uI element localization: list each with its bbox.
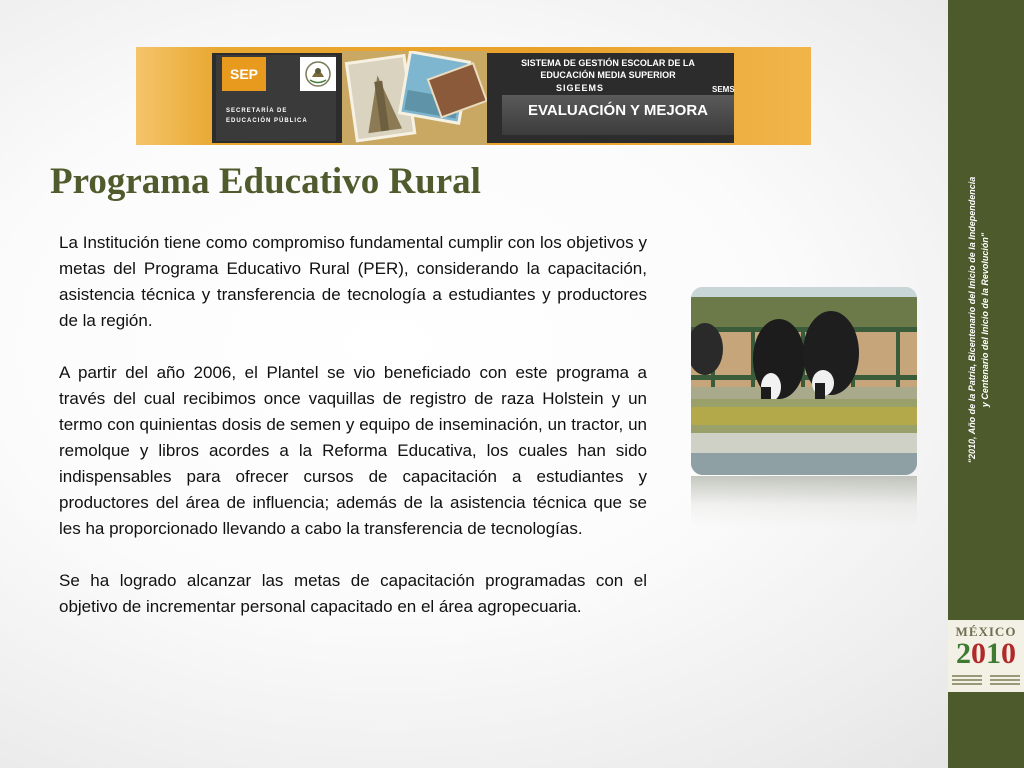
sidebar-quote-text bbox=[966, 140, 992, 500]
sidebar-quote bbox=[959, 140, 999, 500]
cows-photo bbox=[691, 287, 917, 475]
system-title-line1: SISTEMA DE GESTIÓN ESCOLAR DE LA bbox=[521, 58, 695, 68]
logo-year-digit-3: 1 bbox=[986, 637, 1001, 670]
sidebar-quote-line2: y Centenario del Inicio de la Revolución" bbox=[980, 232, 990, 408]
logo-year-digit-1: 2 bbox=[956, 637, 971, 670]
mexico-2010-logo bbox=[948, 620, 1024, 692]
sep-subtitle-line2: EDUCACIÓN PÚBLICA bbox=[226, 118, 308, 124]
paragraph-3: Se ha logrado alcanzar las metas de capacitación programadas con el objetivo de incrementar personal capacitado en el área agropecuaria. bbox=[59, 571, 647, 616]
paragraph-2: A partir del año 2006, el Plantel se vio beneficiado con este programa a través del cual recibimos once vaquillas de registro de raza Holstein y un termo con quinientas dosis de semen y equipo de inseminación, un tractor, un remolque y libros acordes a la Reforma Educativa, los cuales han sido indispensables para ofrecer cursos de capacitación a estudiantes y productores del área de influencia; además de la asistencia técnica que se les ha proporcionado llevando a cabo la transferencia de tecnologías. bbox=[59, 363, 647, 538]
logo-subtext-right bbox=[990, 675, 1020, 687]
cows-photo-reflection bbox=[691, 476, 917, 528]
body-text bbox=[59, 230, 647, 620]
mexico-seal-icon bbox=[300, 57, 336, 91]
mexico-2010-logo-word: MÉXICO bbox=[955, 624, 1017, 639]
sep-subtitle bbox=[226, 106, 336, 126]
system-acronym: SIGEEMS bbox=[556, 83, 605, 93]
header-photo-collage bbox=[342, 51, 487, 145]
page-title: Programa Educativo Rural bbox=[50, 161, 481, 202]
logo-year-digit-4: 0 bbox=[1001, 637, 1016, 670]
sems-tag: SEMS bbox=[712, 85, 735, 94]
logo-year-digit-2: 0 bbox=[971, 637, 986, 670]
logo-subtext-left bbox=[952, 675, 982, 687]
sidebar-quote-line1: "2010, Año de la Patria, Bicentenario del Inicio de la Independencia bbox=[967, 176, 977, 464]
cows-photo-illustration bbox=[691, 287, 917, 475]
sep-subtitle-line1: SECRETARÍA DE bbox=[226, 108, 288, 114]
sep-logo: SEP bbox=[222, 57, 266, 91]
evaluation-label: EVALUACIÓN Y MEJORA bbox=[527, 102, 709, 119]
system-title-line2: EDUCACIÓN MEDIA SUPERIOR bbox=[540, 70, 676, 80]
paragraph-1: La Institución tiene como compromiso fundamental cumplir con los objetivos y metas del Programa Educativo Rural (PER), considerando la capacitación, asistencia técnica y transferencia de tecnología a estudiantes y productores de la región. bbox=[59, 233, 647, 330]
system-title bbox=[492, 57, 724, 81]
mexico-2010-logo-year bbox=[948, 638, 1024, 670]
